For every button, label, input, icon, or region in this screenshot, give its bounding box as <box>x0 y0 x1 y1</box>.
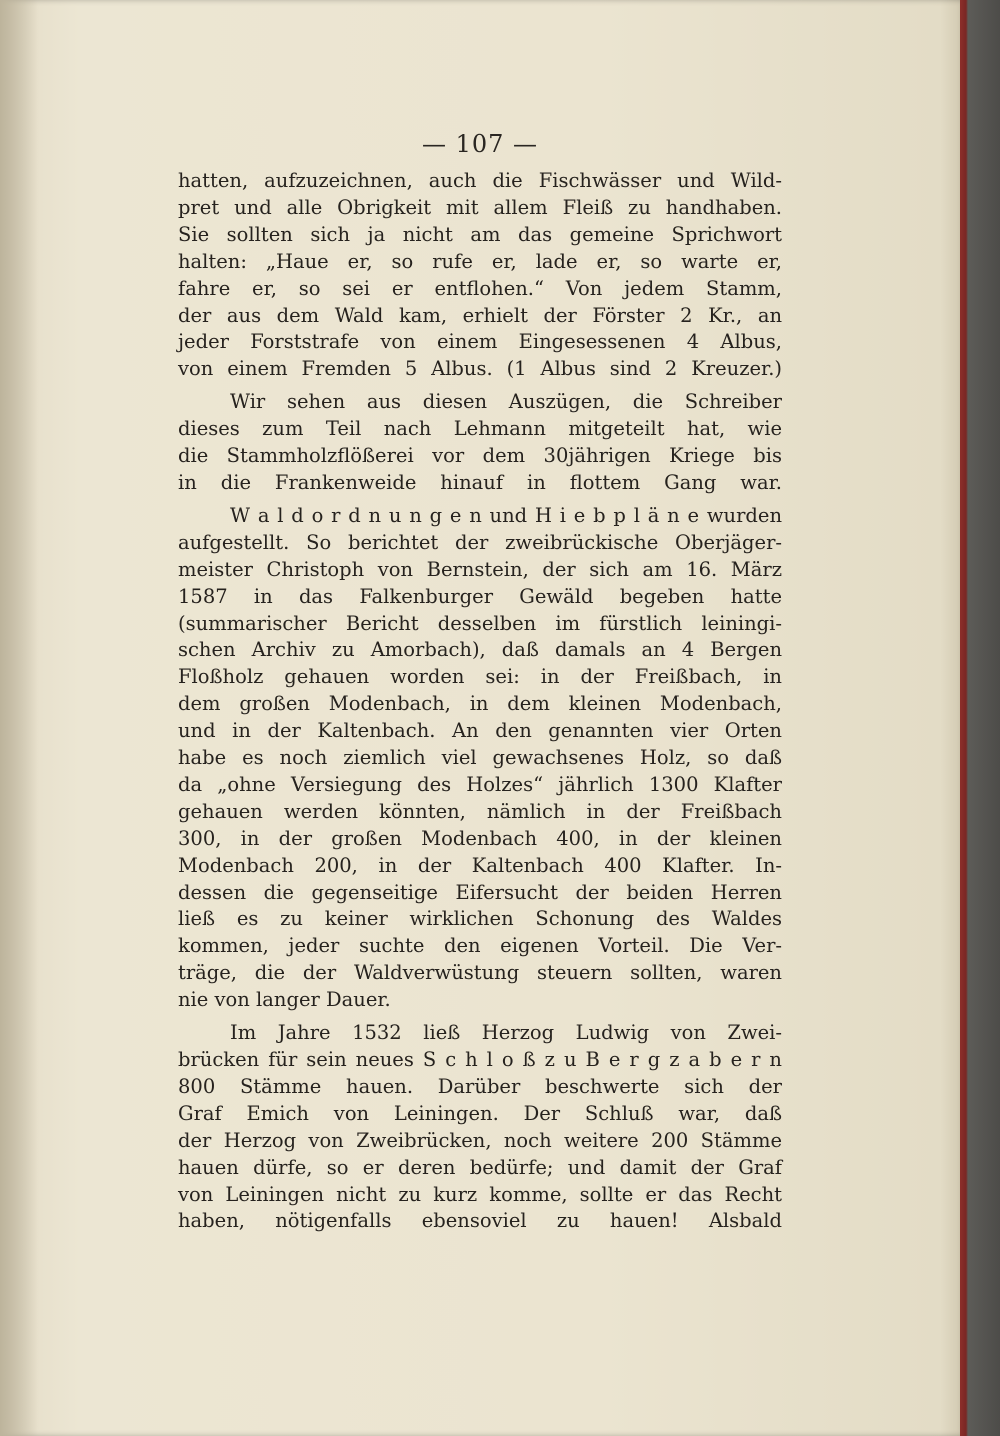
text-line: Im Jahre 1532 ließ Herzog Ludwig von Zwei- <box>230 1021 782 1045</box>
page-body <box>178 168 782 1235</box>
text-line: die Stammholzflößerei vor dem 30jährigen Kriege bis <box>178 444 782 468</box>
text-line: fahre er, so sei er entflohen.“ Von jedem Stamm, <box>178 276 782 300</box>
paragraph-2 <box>178 389 782 497</box>
book-cover-edge <box>960 0 1000 1436</box>
text-line: da „ohne Versiegung des Holzes“ jährlich 1300 Klafter <box>178 772 782 796</box>
text-line: von einem Fremden 5 Albus. (1 Albus sind 2 Kreuzer.) <box>178 357 782 381</box>
text-line: schen Archiv zu Amorbach), daß damals an 4 Bergen <box>178 638 782 662</box>
text-line: Graf Emich von Leiningen. Der Schluß war, daß <box>178 1101 782 1125</box>
text-line: brücken für sein neues S c h l o ß z u B e r g z a b e r n <box>178 1048 782 1071</box>
page-number: — 107 — <box>421 130 539 158</box>
text-line: jeder Forststrafe von einem Eingesessenen 4 Albus, <box>178 330 782 354</box>
text-line: Floßholz gehauen worden sei: in der Freißbach, in <box>178 665 782 689</box>
paragraph-3 <box>178 503 782 1014</box>
text-line: ließ es zu keiner wirklichen Schonung des Waldes <box>178 907 782 931</box>
text-line: meister Christoph von Bernstein, der sich am 16. März <box>178 557 782 581</box>
text-line: von Leiningen nicht zu kurz komme, sollte er das Recht <box>178 1182 782 1206</box>
paragraph-4 <box>178 1020 782 1235</box>
text-line: 300, in der großen Modenbach 400, in der kleinen <box>178 826 782 850</box>
text-line: pret und alle Obrigkeit mit allem Fleiß zu handhaben. <box>178 195 782 219</box>
text-line: halten: „Haue er, so rufe er, lade er, so warte er, <box>178 249 782 273</box>
text-line: Wir sehen aus diesen Auszügen, die Schreiber <box>230 390 782 414</box>
text-line: Sie sollten sich ja nicht am das gemeine Sprichwort <box>178 222 782 246</box>
text-line: nie von langer Dauer. <box>178 988 391 1012</box>
text-line: haben, nötigenfalls ebensoviel zu hauen! Alsbald <box>178 1209 782 1233</box>
text-line: in die Frankenweide hinauf in flottem Gang war. <box>178 470 782 494</box>
text-line: 800 Stämme hauen. Darüber beschwerte sich der <box>178 1074 782 1098</box>
text-line: Modenbach 200, in der Kaltenbach 400 Klafter. In- <box>178 853 782 877</box>
text-line: dieses zum Teil nach Lehmann mitgeteilt hat, wie <box>178 417 782 441</box>
text-line: W a l d o r d n u n g e n und H i e b p l ä n e wurden <box>230 503 782 527</box>
text-line: aufgestellt. So berichtet der zweibrückische Oberjäger- <box>178 530 782 554</box>
text-line: hauen dürfe, so er deren bedürfe; und damit der Graf <box>178 1155 782 1179</box>
paragraph-1 <box>178 168 782 383</box>
text-line: träge, die der Waldverwüstung steuern sollten, waren <box>178 961 782 985</box>
text-line: gehauen werden könnten, nämlich in der Freißbach <box>178 799 782 823</box>
text-line: der aus dem Wald kam, erhielt der Förster 2 Kr., an <box>178 303 782 327</box>
text-line: kommen, jeder suchte den eigenen Vorteil. Die Ver- <box>178 934 782 958</box>
text-line: hatten, aufzuzeichnen, auch die Fischwässer und Wild- <box>178 169 782 192</box>
text-line: (summarischer Bericht desselben im fürstlich leiningi- <box>178 611 782 635</box>
text-line: dem großen Modenbach, in dem kleinen Modenbach, <box>178 692 782 716</box>
text-line: dessen die gegenseitige Eifersucht der beiden Herren <box>178 880 782 904</box>
text-line: habe es noch ziemlich viel gewachsenes Holz, so daß <box>178 746 782 770</box>
page-gutter <box>0 0 38 1436</box>
text-line: und in der Kaltenbach. An den genannten vier Orten <box>178 719 782 743</box>
text-line: der Herzog von Zweibrücken, noch weitere 200 Stämme <box>178 1128 782 1152</box>
text-line: 1587 in das Falkenburger Gewäld begeben hatte <box>178 584 782 608</box>
